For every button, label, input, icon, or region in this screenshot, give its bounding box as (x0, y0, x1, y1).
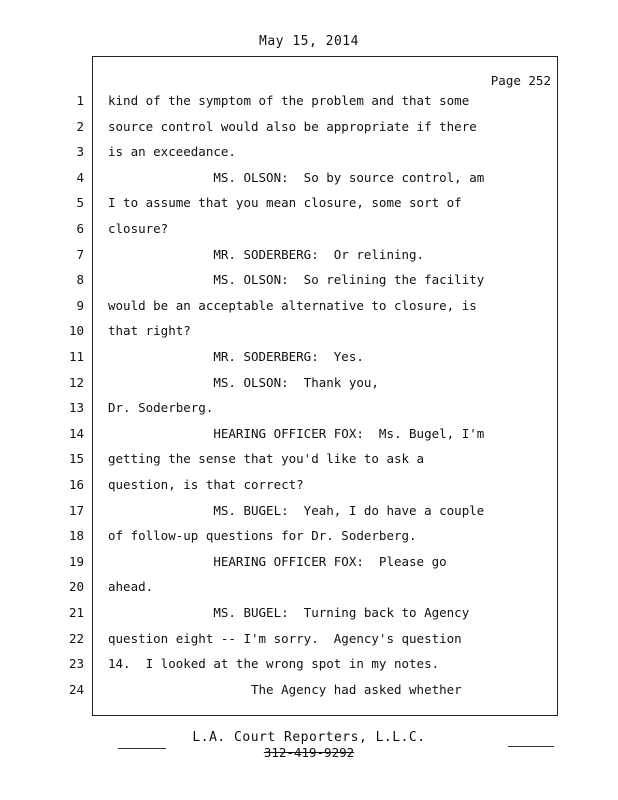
line-number: 16 (68, 477, 84, 492)
line-number: 10 (68, 323, 84, 338)
transcript-line: HEARING OFFICER FOX: Please go (108, 554, 447, 569)
line-number: 8 (76, 272, 84, 287)
line-number: 9 (76, 298, 84, 313)
line-number: 24 (68, 682, 84, 697)
court-reporter-phone: 312-419-9292 (263, 745, 355, 760)
transcript-line: MS. OLSON: So relining the facility (108, 272, 485, 287)
transcript-date: May 15, 2014 (259, 34, 359, 49)
line-number: 4 (76, 170, 84, 185)
transcript-line: would be an acceptable alternative to closure, is (108, 298, 477, 313)
line-number: 20 (68, 579, 84, 594)
line-number: 15 (68, 451, 84, 466)
line-number: 18 (68, 528, 84, 543)
line-number: 3 (76, 144, 84, 159)
line-number: 14 (68, 426, 84, 441)
line-number: 19 (68, 554, 84, 569)
transcript-line: 14. I looked at the wrong spot in my notes. (108, 656, 440, 671)
line-number: 22 (68, 631, 84, 646)
line-number: 23 (68, 656, 84, 671)
transcript-line: ahead. (108, 579, 154, 594)
line-number: 2 (76, 119, 84, 134)
transcript-line: is an exceedance. (108, 144, 236, 159)
line-number: 11 (68, 349, 84, 364)
line-number: 1 (76, 93, 84, 108)
transcript-line: closure? (108, 221, 169, 236)
line-number: 21 (68, 605, 84, 620)
transcript-line: MS. BUGEL: Turning back to Agency (108, 605, 470, 620)
transcript-line: I to assume that you mean closure, some sort of (108, 195, 462, 210)
transcript-line: MS. OLSON: So by source control, am (108, 170, 485, 185)
transcript-line: MS. OLSON: Thank you, (108, 375, 379, 390)
line-number: 12 (68, 375, 84, 390)
transcript-line: source control would also be appropriate if there (108, 119, 477, 134)
transcript-line: MR. SODERBERG: Yes. (108, 349, 364, 364)
line-number: 6 (76, 221, 84, 236)
transcript-line: that right? (108, 323, 191, 338)
transcript-line: MS. BUGEL: Yeah, I do have a couple (108, 503, 485, 518)
transcript-line: The Agency had asked whether (108, 682, 462, 697)
line-number: 7 (76, 247, 84, 262)
transcript-line: HEARING OFFICER FOX: Ms. Bugel, I'm (108, 426, 485, 441)
line-number: 13 (68, 400, 84, 415)
page-number: Page 252 (490, 73, 551, 88)
court-reporter-name: L.A. Court Reporters, L.L.C. (192, 730, 426, 745)
line-number: 5 (76, 195, 84, 210)
transcript-line: of follow-up questions for Dr. Soderberg. (108, 528, 417, 543)
transcript-line: kind of the symptom of the problem and that some (108, 93, 470, 108)
transcript-line: question, is that correct? (108, 477, 304, 492)
transcript-line: MR. SODERBERG: Or relining. (108, 247, 425, 262)
transcript-line: getting the sense that you'd like to ask a (108, 451, 425, 466)
transcript-line: question eight -- I'm sorry. Agency's question (108, 631, 462, 646)
line-number: 17 (68, 503, 84, 518)
transcript-line: Dr. Soderberg. (108, 400, 214, 415)
